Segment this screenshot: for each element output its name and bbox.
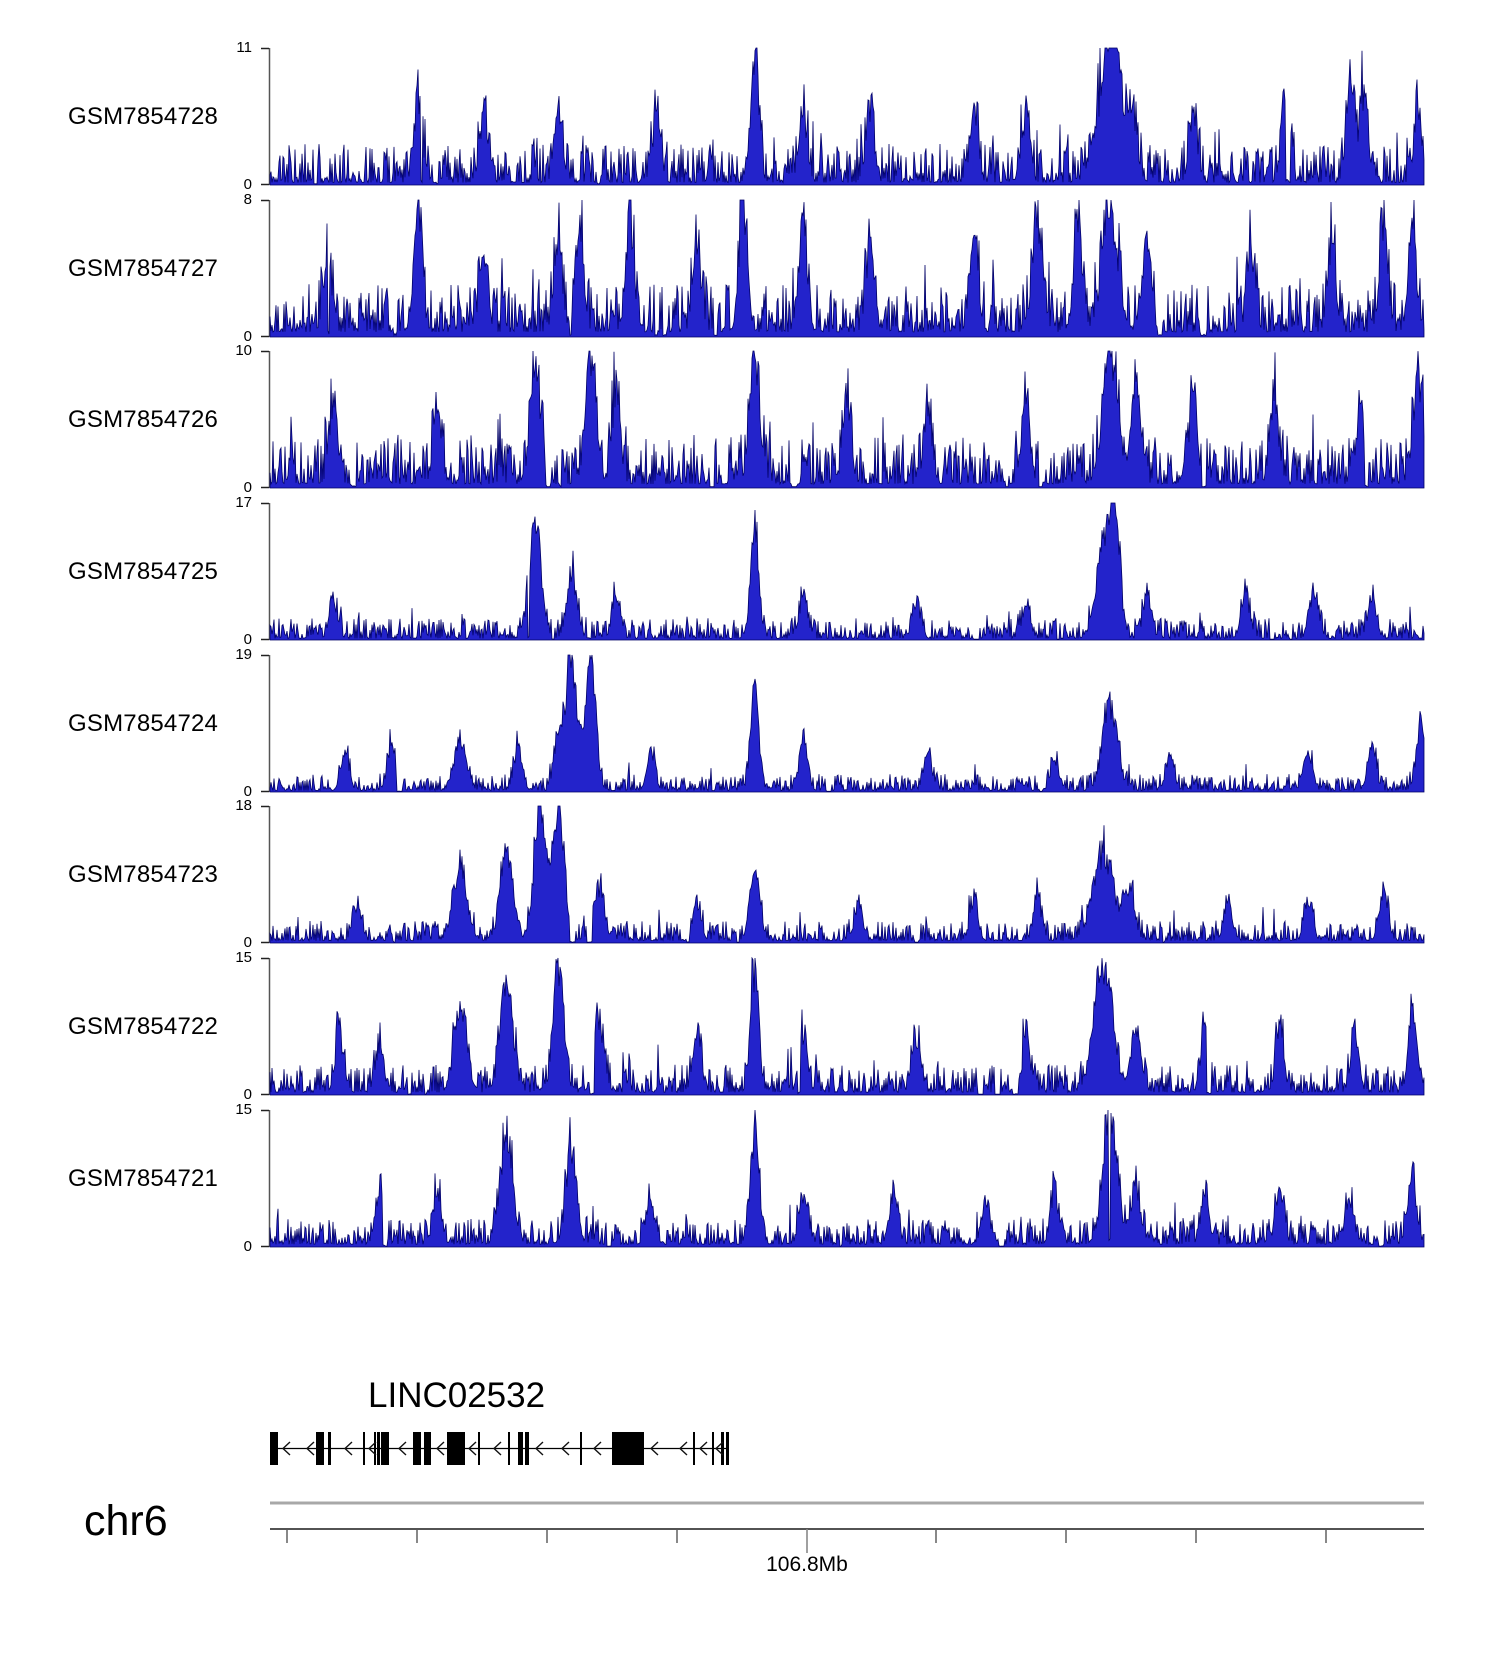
- track-zero-label: 0: [243, 328, 252, 345]
- track-zero-label: 0: [243, 631, 252, 648]
- track-signal-plot: [256, 199, 1428, 338]
- track-sample-label: GSM7854728: [68, 103, 219, 130]
- gene-model: [0, 1425, 1500, 1477]
- track-ymax-label: 19: [235, 646, 252, 663]
- track-signal-plot: [256, 502, 1428, 641]
- chromosome-label: chr6: [84, 1497, 168, 1545]
- track-sample-label: GSM7854727: [68, 255, 219, 282]
- track-sample-label: GSM7854726: [68, 406, 219, 433]
- track-ymax-label: 10: [235, 342, 252, 359]
- track-sample-label: GSM7854723: [68, 861, 219, 888]
- track-ymax-label: 17: [235, 494, 252, 511]
- track-sample-label: GSM7854721: [68, 1165, 219, 1192]
- track-sample-label: GSM7854722: [68, 1013, 219, 1040]
- track-ymax-label: 18: [235, 797, 252, 814]
- track-signal-plot: [256, 350, 1428, 489]
- track-signal-plot: [256, 1109, 1428, 1248]
- track-zero-label: 0: [243, 1086, 252, 1103]
- gene-name-label: LINC02532: [368, 1376, 546, 1415]
- track-zero-label: 0: [243, 934, 252, 951]
- ruler-position-label: 106.8Mb: [766, 1553, 848, 1576]
- track-zero-label: 0: [243, 1238, 252, 1255]
- track-sample-label: GSM7854725: [68, 558, 219, 585]
- track-zero-label: 0: [243, 176, 252, 193]
- track-signal-plot: [256, 805, 1428, 944]
- track-zero-label: 0: [243, 783, 252, 800]
- track-signal-plot: [256, 957, 1428, 1096]
- track-ymax-label: 8: [243, 191, 252, 208]
- track-ymax-label: 15: [235, 949, 252, 966]
- track-ymax-label: 11: [236, 39, 252, 56]
- track-signal-plot: [256, 654, 1428, 793]
- track-signal-plot: [256, 47, 1428, 186]
- track-zero-label: 0: [243, 479, 252, 496]
- track-sample-label: GSM7854724: [68, 710, 219, 737]
- track-ymax-label: 15: [235, 1101, 252, 1118]
